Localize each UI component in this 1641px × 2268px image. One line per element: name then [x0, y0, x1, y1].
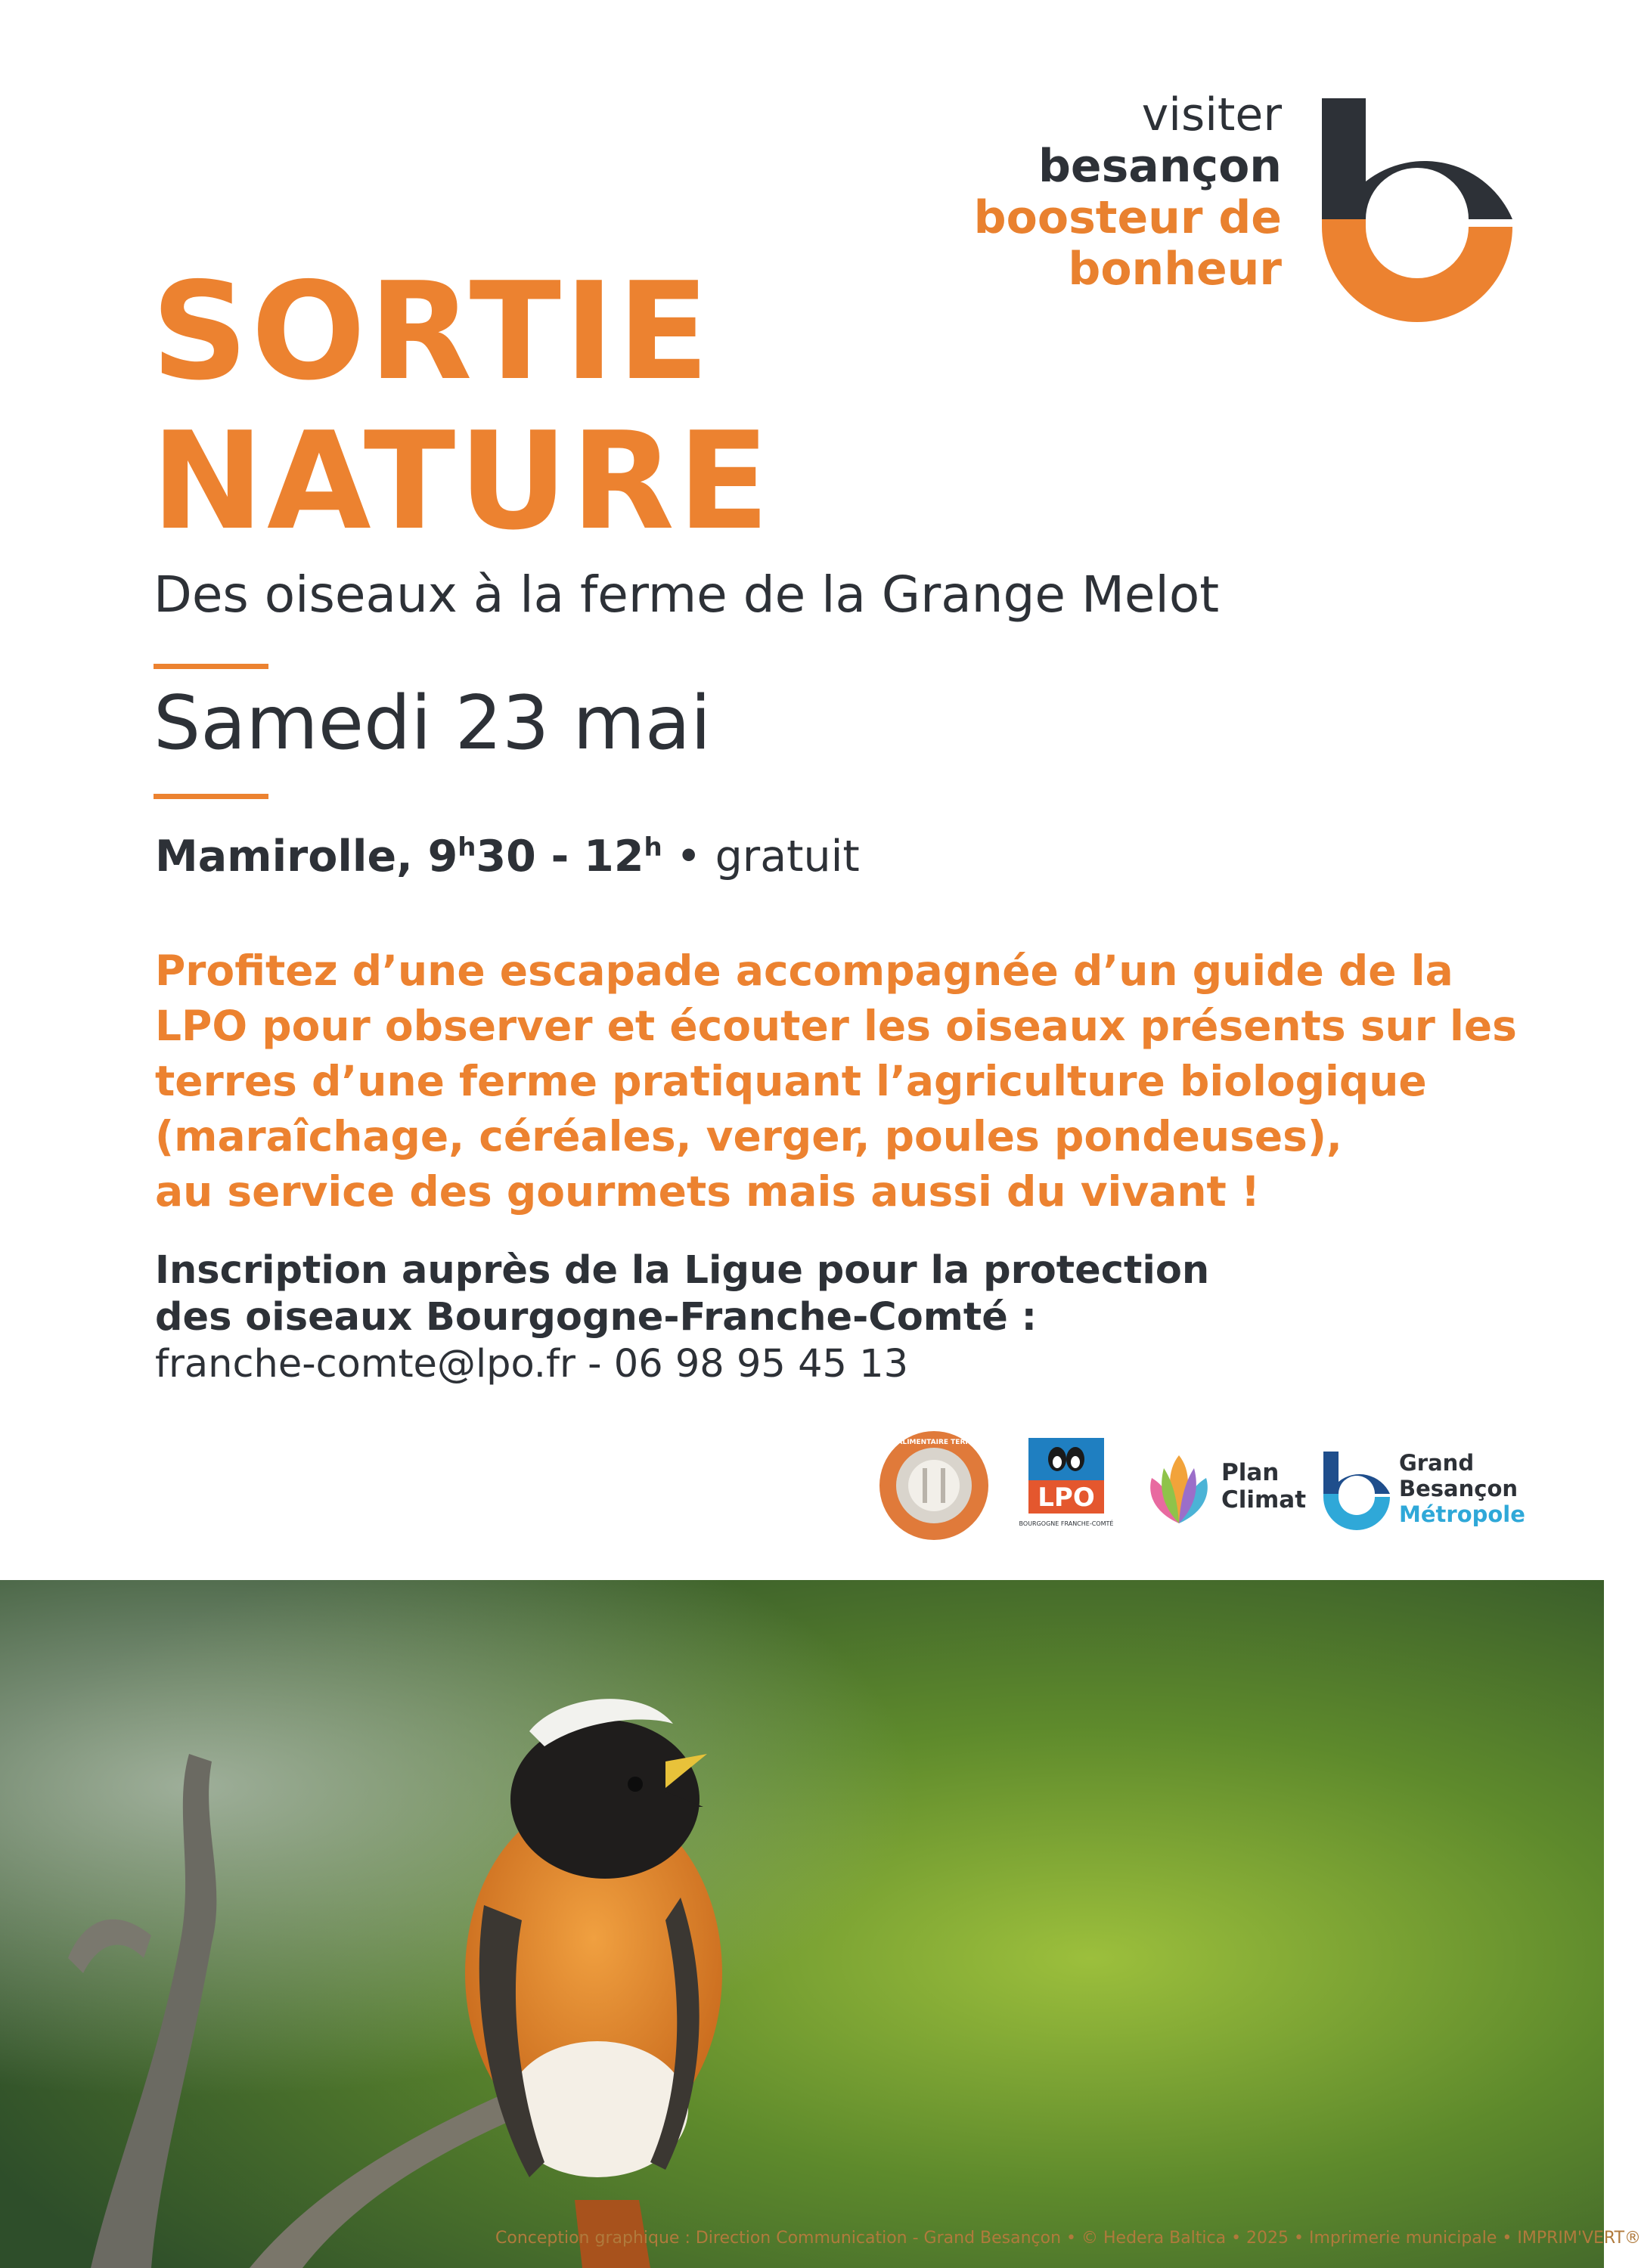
- grand-besancon-label: [1399, 1450, 1525, 1527]
- meta-price: • gratuit: [662, 832, 860, 881]
- description-line: Profitez d’une escapade accompagnée d’un guide de la: [155, 947, 1453, 995]
- pat-label: PROJET ALIMENTAIRE TERRITORIAL: [867, 1439, 1001, 1446]
- meta-place: Mamirolle, 9: [155, 832, 458, 881]
- lpo-sub-label: BOURGOGNE FRANCHE-COMTÉ: [1019, 1520, 1114, 1527]
- description-line: (maraîchage, céréales, verger, poules pondeuses),: [155, 1112, 1342, 1160]
- plan-climat-label: [1221, 1459, 1306, 1514]
- gb-line-2: Besançon: [1399, 1476, 1518, 1501]
- subtitle: Des oiseaux à la ferme de la Grange Melot: [154, 565, 1220, 624]
- projet-alimentaire-territorial-logo-icon: [867, 1429, 1001, 1542]
- registration-contact[interactable]: franche-comte@lpo.fr - 06 98 95 45 13: [155, 1342, 909, 1387]
- registration-line-2: des oiseaux Bourgogne-Franche-Comté :: [155, 1295, 1038, 1340]
- description-line: au service des gourmets mais aussi du vivant !: [155, 1167, 1261, 1216]
- title-line-2: NATURE: [151, 403, 773, 559]
- meta-h1: h: [458, 832, 476, 863]
- registration-line-1: Inscription auprès de la Ligue pour la protection: [155, 1248, 1210, 1293]
- event-date: Samedi 23 mai: [154, 680, 712, 767]
- brand-wordmark: [974, 89, 1282, 295]
- description-line: LPO pour observer et écouter les oiseaux présents sur les: [155, 1002, 1517, 1050]
- event-description: [155, 943, 1517, 1219]
- grand-besancon-b-logo-icon: [1323, 1452, 1390, 1527]
- credits-footer: Conception graphique : Direction Communication - Grand Besançon • © Hedera Baltica • 2025 • Imprimerie municipale • IMPRIM'VERT®: [495, 2229, 1641, 2248]
- registration-info: [155, 1247, 1289, 1388]
- divider-bottom: [154, 794, 268, 799]
- partner-logos: [867, 1429, 1543, 1550]
- gb-line-3: Métropole: [1399, 1501, 1525, 1527]
- lpo-logo-icon: [1019, 1438, 1114, 1536]
- brand-line-bonheur: bonheur: [1068, 243, 1282, 296]
- meta-h2: h: [644, 832, 662, 863]
- brand-line-visiter: visiter: [1141, 88, 1282, 141]
- redstart-bird-photo: [0, 1580, 1604, 2268]
- divider-top: [154, 664, 268, 669]
- brand-line-boosteur: boosteur de: [973, 191, 1282, 244]
- meta-mid: 30 - 12: [476, 832, 644, 881]
- event-place-time: [155, 832, 860, 881]
- title-line-1: SORTIE: [151, 253, 712, 410]
- plan-climat-line-2: Climat: [1221, 1486, 1307, 1514]
- gb-line-1: Grand: [1399, 1450, 1475, 1476]
- besancon-b-logo-icon: [1322, 98, 1512, 322]
- plan-climat-line-1: Plan: [1221, 1459, 1280, 1486]
- plan-climat-leaf-icon: [1146, 1452, 1212, 1527]
- lpo-label: LPO: [1038, 1483, 1095, 1513]
- brand-line-besancon: besançon: [1038, 140, 1282, 193]
- description-line: terres d’une ferme pratiquant l’agriculture biologique: [155, 1057, 1427, 1105]
- page-title: [151, 253, 773, 559]
